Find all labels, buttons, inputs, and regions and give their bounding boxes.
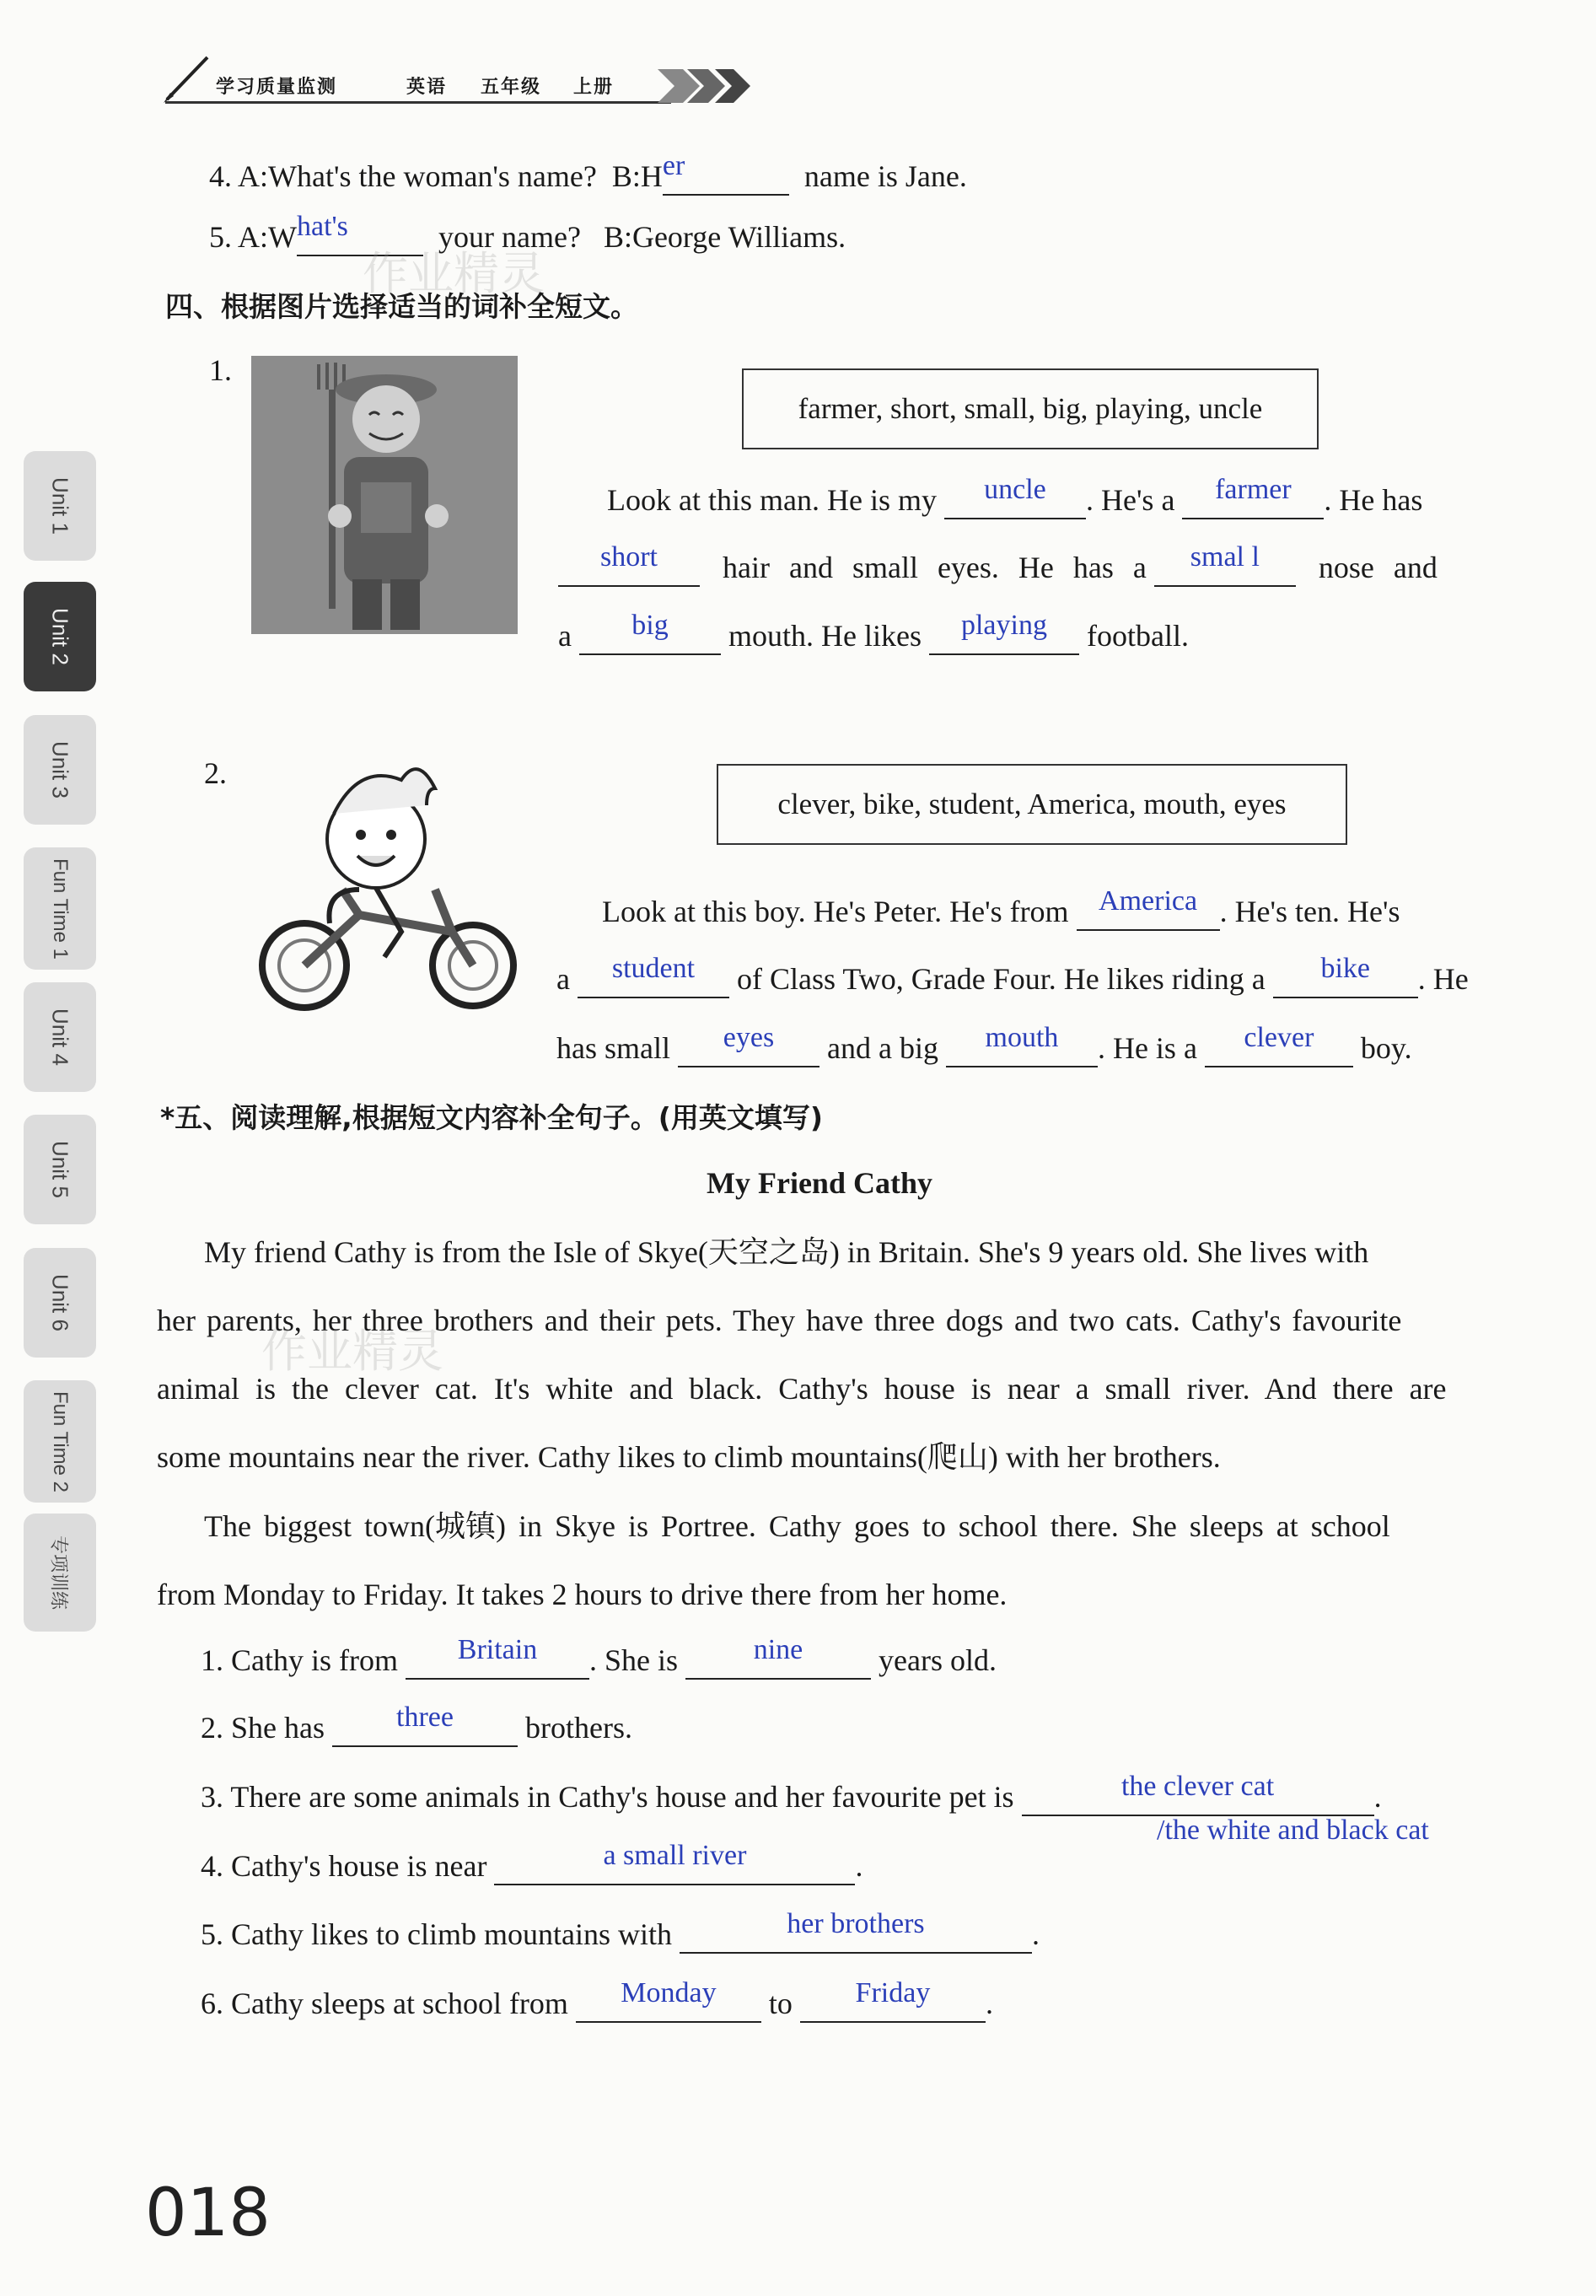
story-paragraph-2: The biggest town(城镇) in Skye is Portree. Cathy goes to school there. She sleeps at school from Monday to Friday. It takes 2 hours to drive there from her home.	[157, 1509, 1390, 1611]
tab-fun-time-1[interactable]: Fun Time 1	[24, 847, 96, 970]
item-1-line-2: short hair and small eyes. He has a smal l nose and	[558, 550, 1437, 587]
answer-blank[interactable]: short	[558, 550, 700, 587]
watermark: 作业精灵	[261, 1325, 443, 1378]
answer-alternative: /the white and black cat	[1157, 1815, 1429, 1846]
word-bank-1: farmer, short, small, big, playing, uncle	[742, 368, 1319, 449]
header-series: 学习质量监测	[216, 77, 338, 98]
item-2-line-2: a student of Class Two, Grade Four. He likes riding a bike . He	[556, 961, 1469, 998]
item-2-line-1: Look at this boy. He's Peter. He's from America . He's ten. He's	[602, 894, 1400, 931]
answer-blank[interactable]: er	[663, 159, 789, 196]
word-bank-2: clever, bike, student, America, mouth, eyes	[717, 764, 1347, 845]
answer-blank[interactable]: Britain	[406, 1643, 589, 1680]
item-2-line-3: has small eyes and a big mouth . He is a clever boy.	[556, 1030, 1412, 1067]
tab-fun-time-2[interactable]: Fun Time 2	[24, 1380, 96, 1503]
dialogue-5: 5. A:W hat's your name? B:George Williams.	[209, 219, 846, 256]
question-5: 5. Cathy likes to climb mountains with her brothers .	[201, 1917, 1040, 1954]
farmer-illustration	[251, 356, 518, 634]
item-2-number: 2.	[204, 756, 227, 790]
question-6: 6. Cathy sleeps at school from Monday to Friday .	[201, 1986, 993, 2023]
pen-icon	[160, 52, 211, 103]
dialogue-4: 4. A:What's the woman's name? B:H er name is Jane.	[209, 159, 967, 196]
watermark: 作业精灵	[363, 247, 545, 300]
item-1-line-1: Look at this man. He is my uncle . He's a farmer . He has	[607, 482, 1422, 519]
answer-blank[interactable]: big	[579, 618, 721, 655]
answer-blank[interactable]: eyes	[678, 1030, 819, 1067]
chevrons-icon	[658, 61, 759, 111]
header-rule	[165, 101, 671, 104]
tab-unit-6[interactable]: Unit 6	[24, 1248, 96, 1358]
item-1-number: 1.	[209, 353, 232, 387]
section-4-title: 四、根据图片选择适当的词补全短文。	[165, 290, 638, 323]
question-2: 2. She has three brothers.	[201, 1710, 632, 1747]
question-4: 4. Cathy's house is near a small river .	[201, 1848, 862, 1885]
header-grade: 五年级	[481, 77, 542, 98]
answer-blank[interactable]: three	[332, 1710, 518, 1747]
answer-blank[interactable]: Monday	[576, 1986, 761, 2023]
tab-unit-3[interactable]: Unit 3	[24, 715, 96, 825]
tab-special-training[interactable]: 专项训练	[24, 1514, 96, 1632]
answer-blank[interactable]: playing	[929, 618, 1079, 655]
header-subject: 英语	[406, 77, 448, 98]
question-3: 3. There are some animals in Cathy's house and her favourite pet is the clever cat .	[201, 1779, 1382, 1816]
answer-blank[interactable]: America	[1077, 894, 1220, 931]
section-5-title: *五、阅读理解,根据短文内容补全句子。(用英文填写)	[160, 1101, 823, 1134]
answer-blank[interactable]: uncle	[944, 482, 1086, 519]
tab-unit-1[interactable]: Unit 1	[24, 451, 96, 561]
answer-blank[interactable]: student	[578, 961, 729, 998]
story-paragraph-1: My friend Cathy is from the Isle of Skye(天空之岛) in Britain. She's 9 years old. She lives with her parents, her three brothers and their pets. They have three dogs and two cats. Cathy's favourite animal is the clever cat. It's white and black. Cathy's house is near a small river. And there are some mountains near the river. Cathy likes to climb mountains(爬山) with her brothers.	[157, 1235, 1447, 1474]
question-1: 1. Cathy is from Britain . She is nine years old.	[201, 1643, 997, 1680]
answer-blank[interactable]: clever	[1205, 1030, 1353, 1067]
item-1-line-3: a big mouth. He likes playing football.	[558, 618, 1189, 655]
tab-unit-4[interactable]: Unit 4	[24, 982, 96, 1092]
answer-blank[interactable]: a small river	[494, 1848, 855, 1885]
answer-blank[interactable]: mouth	[946, 1030, 1098, 1067]
tab-unit-5[interactable]: Unit 5	[24, 1115, 96, 1224]
answer-blank[interactable]: farmer	[1182, 482, 1324, 519]
answer-blank[interactable]: the clever cat	[1022, 1779, 1374, 1816]
boy-on-bike-illustration	[250, 763, 528, 1016]
answer-blank[interactable]: Friday	[800, 1986, 986, 2023]
answer-blank[interactable]: nine	[685, 1643, 871, 1680]
page-number: 018	[145, 2175, 271, 2251]
answer-blank[interactable]: hat's	[297, 219, 423, 256]
answer-blank[interactable]: her brothers	[680, 1917, 1032, 1954]
answer-blank[interactable]: bike	[1273, 961, 1418, 998]
story-title: My Friend Cathy	[707, 1166, 932, 1200]
answer-blank[interactable]: smal l	[1154, 550, 1296, 587]
header-volume: 上册	[573, 77, 615, 98]
tab-unit-2[interactable]: Unit 2	[24, 582, 96, 691]
